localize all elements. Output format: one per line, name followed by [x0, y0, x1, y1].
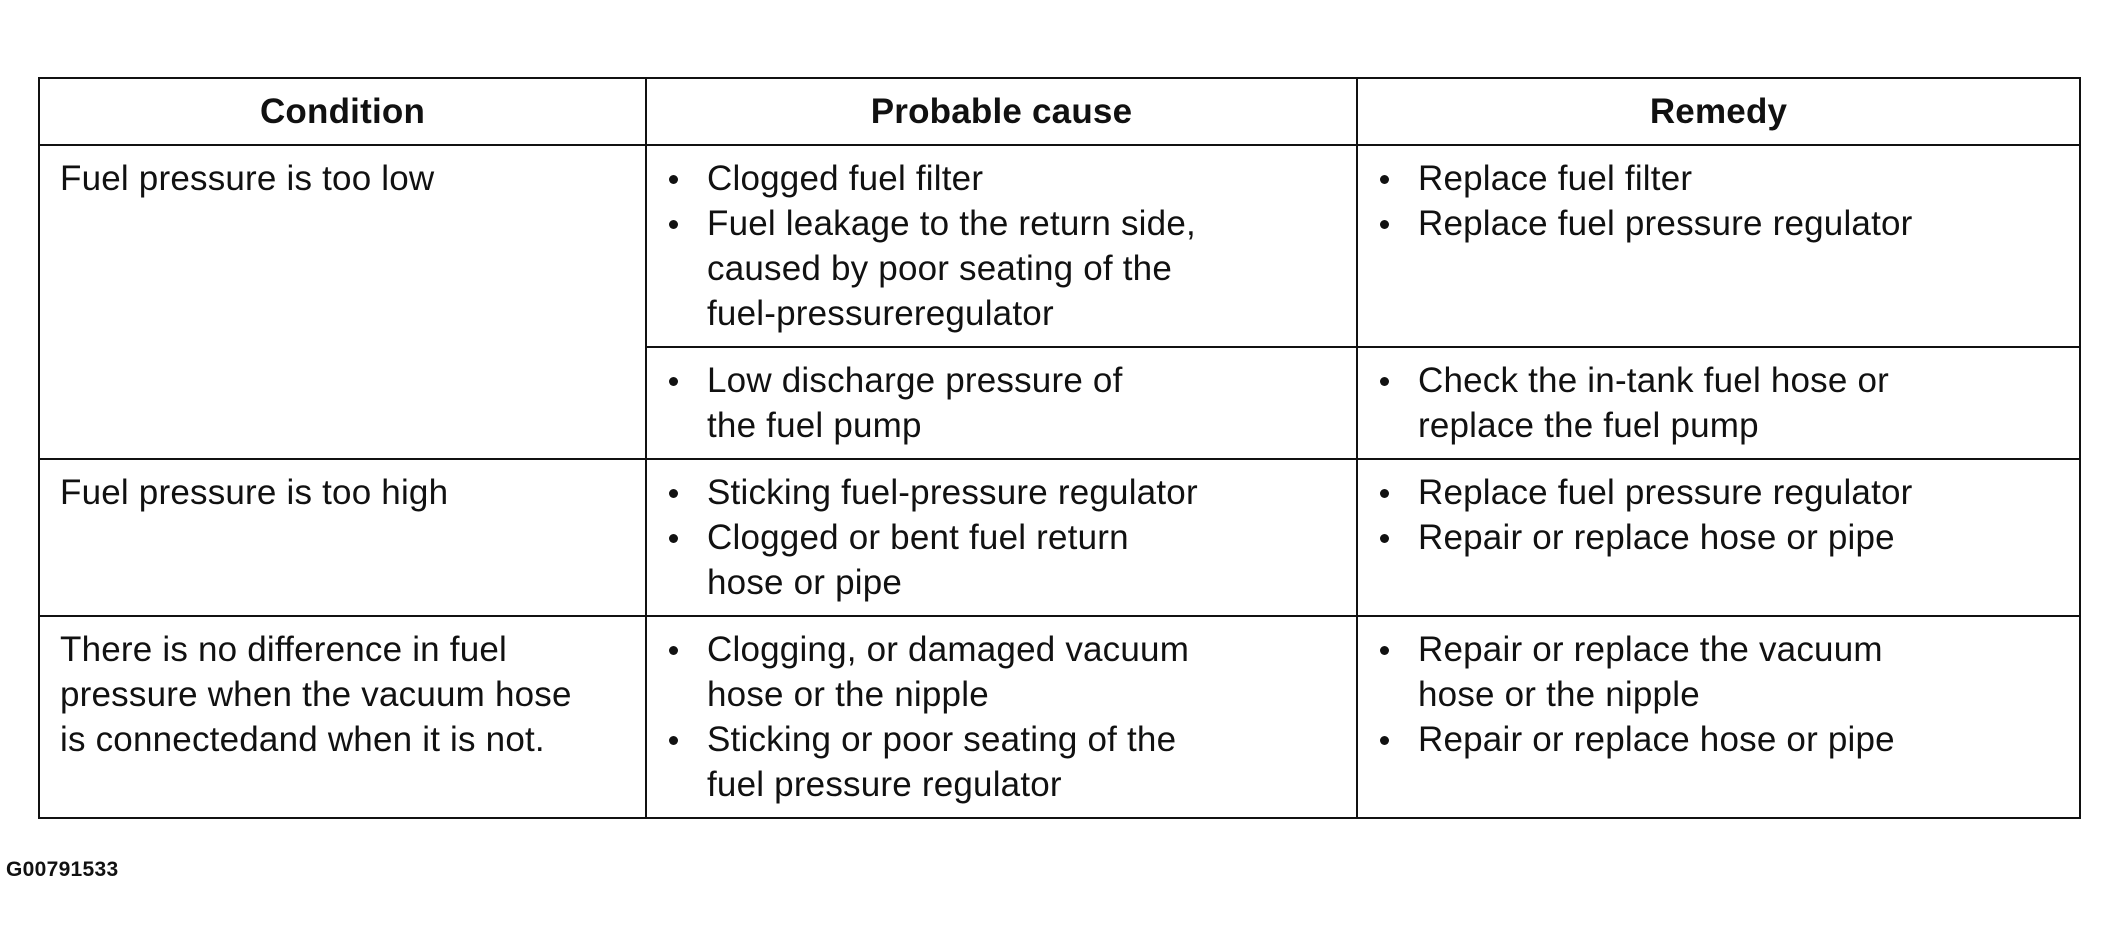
table-row [39, 616, 2080, 818]
cause-list [667, 358, 1336, 448]
header-row [39, 78, 2080, 145]
remedy-cell [1357, 145, 2080, 347]
cause-list [667, 470, 1336, 605]
condition-cell: Fuel pressure is too high [39, 459, 646, 616]
cause-item: Clogging, or damaged vacuum hose or the nipple [667, 627, 1336, 717]
remedy-cell [1357, 459, 2080, 616]
remedy-item: Repair or replace the vacuum hose or the nipple [1378, 627, 2059, 717]
condition-cell: There is no difference in fuel pressure when the vacuum hose is connectedand when it is not. [39, 616, 646, 818]
cause-cell [646, 347, 1357, 459]
cause-item: Clogged fuel filter [667, 156, 1336, 201]
cause-cell [646, 616, 1357, 818]
remedy-item: Repair or replace hose or pipe [1378, 515, 2059, 560]
remedy-item: Repair or replace hose or pipe [1378, 717, 2059, 762]
troubleshooting-table [38, 77, 2081, 819]
remedy-list [1378, 470, 2059, 560]
cause-item: Clogged or bent fuel return hose or pipe [667, 515, 1336, 605]
cause-cell [646, 459, 1357, 616]
remedy-list [1378, 156, 2059, 246]
remedy-item: Replace fuel pressure regulator [1378, 201, 2059, 246]
remedy-cell [1357, 347, 2080, 459]
cause-list [667, 156, 1336, 336]
cause-item: Sticking or poor seating of the fuel pressure regulator [667, 717, 1336, 807]
cause-item: Sticking fuel-pressure regulator [667, 470, 1336, 515]
table-row [39, 145, 2080, 347]
header-condition: Condition [39, 78, 646, 145]
remedy-item: Replace fuel pressure regulator [1378, 470, 2059, 515]
remedy-item: Replace fuel filter [1378, 156, 2059, 201]
cause-cell [646, 145, 1357, 347]
figure-id: G00791533 [6, 858, 119, 881]
condition-cell: Fuel pressure is too low [39, 145, 646, 459]
table-row [39, 459, 2080, 616]
remedy-item: Check the in-tank fuel hose or replace the fuel pump [1378, 358, 2059, 448]
remedy-cell [1357, 616, 2080, 818]
header-remedy: Remedy [1357, 78, 2080, 145]
cause-list [667, 627, 1336, 807]
remedy-list [1378, 358, 2059, 448]
cause-item: Fuel leakage to the return side, caused by poor seating of the fuel-pressureregulator [667, 201, 1336, 336]
cause-item: Low discharge pressure of the fuel pump [667, 358, 1336, 448]
remedy-list [1378, 627, 2059, 762]
header-probable-cause: Probable cause [646, 78, 1357, 145]
